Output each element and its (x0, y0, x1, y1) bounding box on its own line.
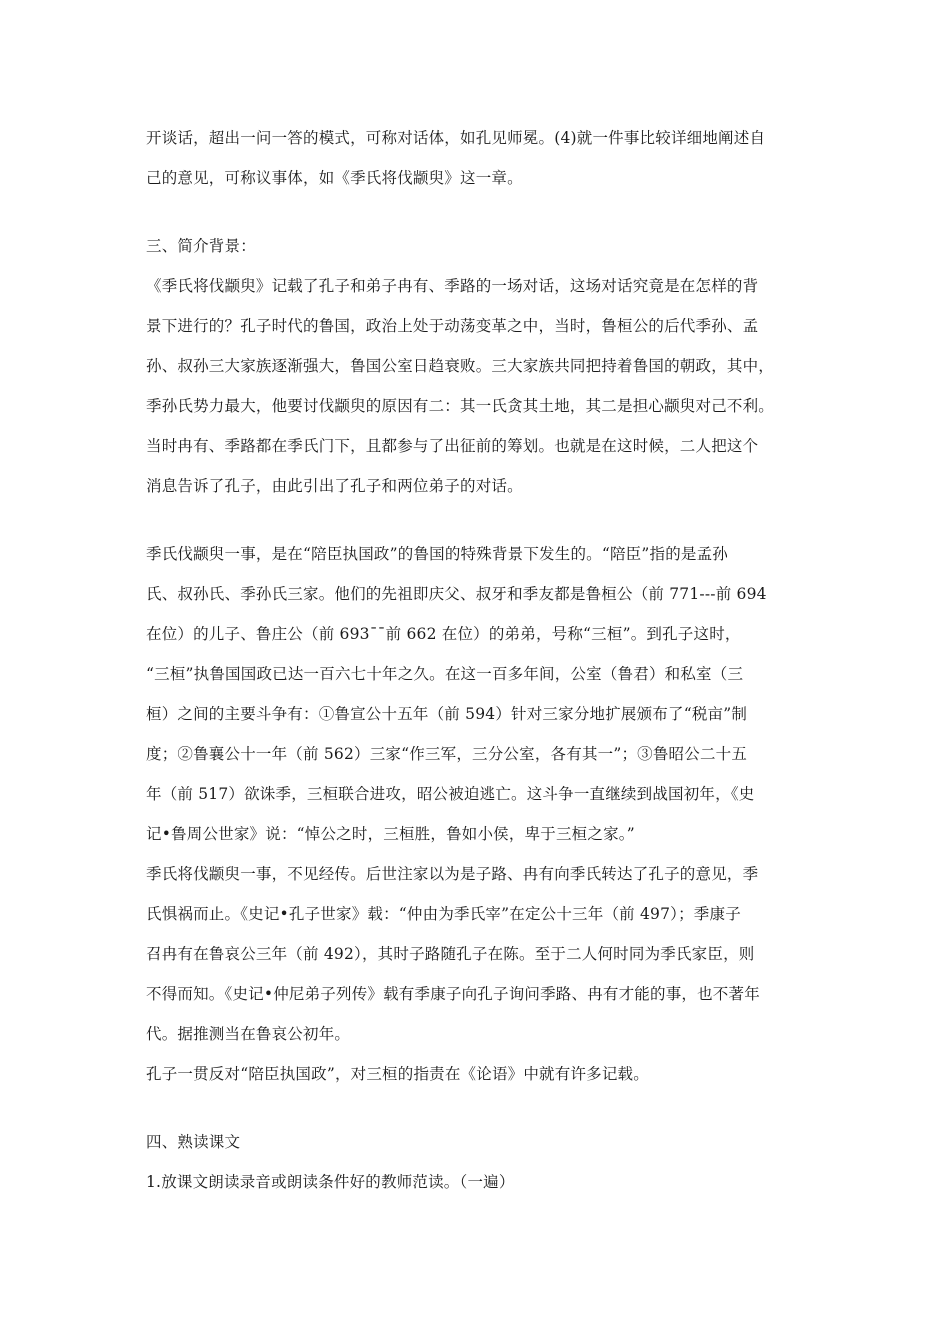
text-line: 年（前 517）欲诛季，三桓联合进攻，昭公被迫逃亡。这斗争一直继续到战国初年，《史 (146, 785, 755, 803)
text-line: 孙、叔孙三大家族逐渐强大，鲁国公室日趋衰败。三大家族共同把持着鲁国的朝政，其中， (146, 357, 775, 375)
text-line: 季氏伐颛臾一事，是在“陪臣执国政”的鲁国的特殊背景下发生的。“陪臣”指的是孟孙 (146, 545, 728, 563)
text-line: 在位）的儿子、鲁庄公（前 693¯¯前 662 在位）的弟弟，号称“三桓”。到孔子这时， (146, 625, 741, 643)
text-line: 度；②鲁襄公十一年（前 562）三家“作三军，三分公室，各有其一”；③鲁昭公二十五 (146, 745, 748, 763)
paragraph-records (146, 854, 826, 1054)
text-line: 季氏将伐颛臾一事，不见经传。后世注家以为是子路、冉有向季氏转达了孔子的意见，季 (146, 865, 759, 883)
paragraph-reading-step (146, 1162, 826, 1202)
text-line: 氏、叔孙氏、季孙氏三家。他们的先祖即庆父、叔牙和季友都是鲁桓公（前 771---前 694 (146, 585, 767, 603)
text-line: 季孙氏势力最大，他要讨伐颛臾的原因有二：其一氏贪其土地，其二是担心颛臾对己不利。 (146, 397, 775, 415)
document-body (146, 118, 826, 1202)
text-line: 氏惧祸而止。《史记•孔子世家》载：“仲由为季氏宰”在定公十三年（前 497）；季康子 (146, 905, 741, 923)
text-line: 桓）之间的主要斗争有：①鲁宣公十五年（前 594）针对三家分地扩展颁布了“税亩”制 (146, 705, 748, 723)
heading-text: 四、熟读课文 (146, 1133, 241, 1151)
text-line: 记•鲁周公世家》说：“悼公之时，三桓胜，鲁如小侯，卑于三桓之家。” (146, 825, 635, 843)
section-heading-reading (146, 1122, 826, 1162)
text-line: 《季氏将伐颛臾》记载了孔子和弟子冉有、季路的一场对话，这场对话究竟是在怎样的背 (146, 277, 759, 295)
section-heading-background (146, 226, 826, 266)
text-line: 当时冉有、季路都在季氏门下，且都参与了出征前的筹划。也就是在这时候，二人把这个 (146, 437, 759, 455)
text-line: 景下进行的？孔子时代的鲁国，政治上处于动荡变革之中，当时，鲁桓公的后代季孙、孟 (146, 317, 759, 335)
text-line: “三桓”执鲁国国政已达一百六七十年之久。在这一百多年间，公室（鲁君）和私室（三 (146, 665, 744, 683)
text-line: 孔子一贯反对“陪臣执国政”，对三桓的指责在《论语》中就有许多记载。 (146, 1065, 649, 1083)
paragraph-spacer (146, 506, 826, 534)
paragraph-confucius-stance (146, 1054, 826, 1094)
paragraph-three-huan (146, 534, 826, 854)
heading-text: 三、简介背景： (146, 237, 256, 255)
text-line: 己的意见，可称议事体，如《季氏将伐颛臾》这一章。 (146, 169, 523, 187)
text-line: 消息告诉了孔子，由此引出了孔子和两位弟子的对话。 (146, 477, 523, 495)
text-line: 开谈话，超出一问一答的模式，可称对话体，如孔见师冕。(4)就一件事比较详细地阐述自 (146, 129, 766, 147)
text-line: 代。据推测当在鲁哀公初年。 (146, 1025, 351, 1043)
paragraph-spacer (146, 198, 826, 226)
text-line: 召冉有在鲁哀公三年（前 492），其时子路随孔子在陈。至于二人何时同为季氏家臣，则 (146, 945, 755, 963)
text-line: 不得而知。《史记•仲尼弟子列传》载有季康子向孔子询问季路、冉有才能的事，也不著年 (146, 985, 760, 1003)
paragraph-text-forms (146, 118, 826, 198)
paragraph-spacer (146, 1094, 826, 1122)
paragraph-background-intro (146, 266, 826, 506)
text-line: 1.放课文朗读录音或朗读条件好的教师范读。（一遍） (146, 1173, 515, 1191)
